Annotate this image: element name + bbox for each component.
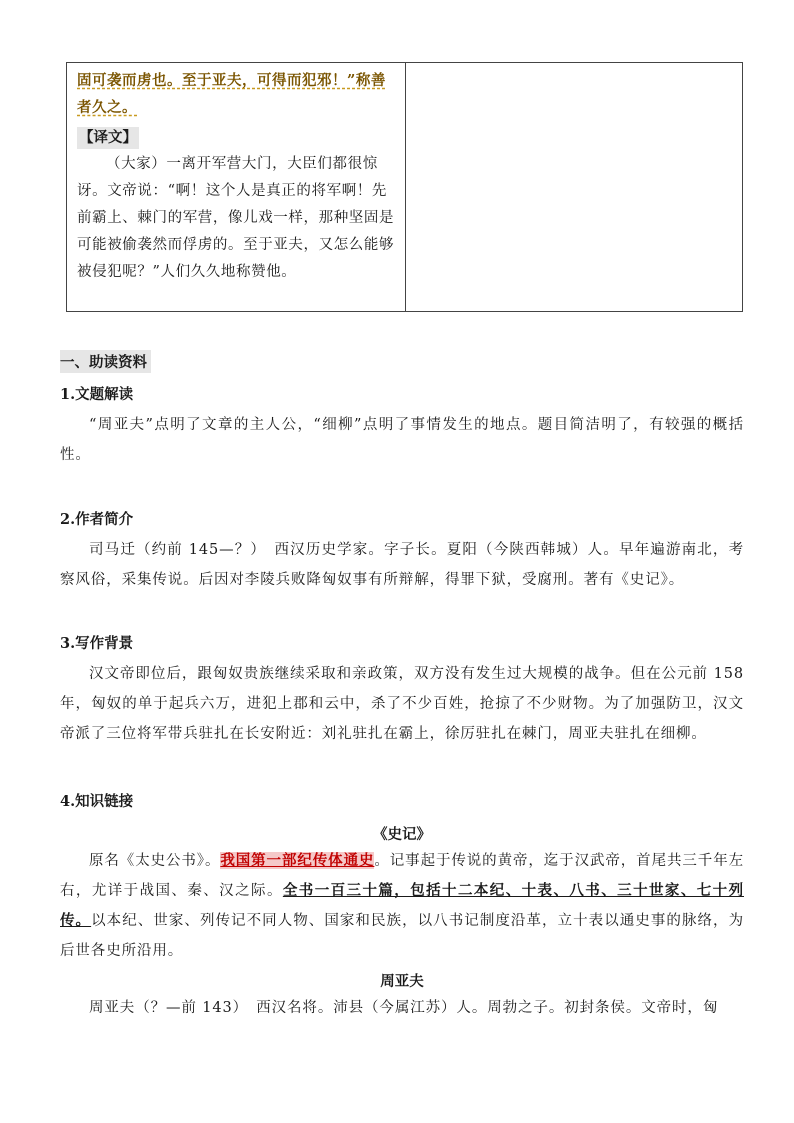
section-2 bbox=[60, 508, 744, 595]
text-table bbox=[66, 62, 743, 312]
heading-4: 4.知识链接 bbox=[60, 793, 134, 810]
section-1 bbox=[60, 383, 744, 470]
section-title-block bbox=[60, 350, 744, 373]
paragraph-shiji bbox=[60, 846, 744, 966]
section-3 bbox=[60, 632, 744, 749]
heading-1: 1.文题解读 bbox=[60, 386, 134, 403]
heading-2: 2.作者简介 bbox=[60, 511, 134, 528]
table-left-cell bbox=[67, 63, 406, 311]
heading-3: 3.写作背景 bbox=[60, 635, 134, 652]
shiji-text-b: 。记事起于传说的黄帝，迄于汉武帝，首尾共三千年左右，尤详于战国、秦、汉之际。 bbox=[60, 853, 744, 899]
shiji-text-c: 以本纪、世家、列传记不同人物、国家和民族，以八书记制度沿革，立十表以通史事的脉络，为后世各史所沿用。 bbox=[60, 913, 744, 959]
shiji-highlight: 我国第一部纪传体通史 bbox=[220, 852, 375, 869]
shiji-bold: 全书一百三十篇，包括十二本纪、十表、八书、三十世家、七十列传。 bbox=[60, 882, 744, 929]
section-4 bbox=[60, 790, 744, 1023]
translation-text: （大家）一离开军营大门，大臣们都很惊讶。文帝说：“啊！这个人是真正的将军啊！先前霸上、棘门的军营，像儿戏一样，那种坚固是可能被偷袭然而俘虏的。至于亚夫，又怎么能够被侵犯呢？”人们久久地称赞他。 bbox=[77, 156, 395, 280]
paragraph-zhouyafu: 周亚夫（？—前 143） 西汉名将。沛县（今属江苏）人。周勃之子。初封条侯。文帝时，匈 bbox=[89, 1000, 719, 1016]
original-text: 固可袭而虏也。至于亚夫，可得而犯邪！”称善者久之。 bbox=[77, 72, 386, 116]
paragraph-2: 司马迁（约前 145—？） 西汉历史学家。字子长。夏阳（今陕西韩城）人。早年遍游南北，考察风俗，采集传说。后因对李陵兵败降匈奴事有所辩解，得罪下狱，受腐刑。著有《史记》。 bbox=[60, 542, 744, 588]
table-right-cell bbox=[406, 63, 742, 311]
translation-tag: 【译文】 bbox=[77, 127, 139, 149]
section-title: 一、助读资料 bbox=[60, 350, 151, 373]
subtitle-shiji: 《史记》 bbox=[373, 826, 431, 843]
paragraph-1: “周亚夫”点明了文章的主人公，“细柳”点明了事情发生的地点。题目简洁明了，有较强的概括性。 bbox=[60, 417, 744, 463]
subtitle-zhouyafu: 周亚夫 bbox=[380, 973, 424, 990]
paragraph-3: 汉文帝即位后，跟匈奴贵族继续采取和亲政策，双方没有发生过大规模的战争。但在公元前 158 年，匈奴的单于起兵六万，进犯上郡和云中，杀了不少百姓，抢掠了不少财物。为了加强防卫，汉文帝派了三位将军带兵驻扎在长安附近：刘礼驻扎在霸上，徐厉驻扎在棘门，周亚夫驻扎在细柳。 bbox=[60, 666, 744, 742]
shiji-text-a: 原名《太史公书》。 bbox=[89, 853, 221, 869]
